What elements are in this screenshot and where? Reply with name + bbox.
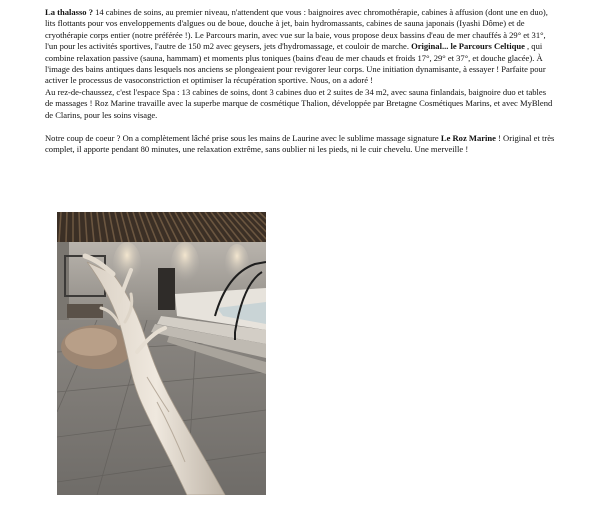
paragraph-coup-de-coeur <box>45 133 555 156</box>
thalasso-text-a: 14 cabines de soins, au premier niveau, n'attendent que vous : baignoires avec chromothérapie, cabines à affusion (dont une en duo), lits flottants pour vos enveloppements d'algues ou de boue, douche à jet, bain hydromassants, cabines de sauna japonais (Iyashi Dôme) et de cryothérapie corps entier (notre préférée !). Le Parcours marin, avec vue sur la baie, vous propose deux bassins d'eau de mer chauffés à 29° et 31°, l'un pour les activités sportives, l'autre de 150 m2 avec geysers, jets d'hydromassage, et couloir de marche. <box>45 7 548 52</box>
paragraph-spa: Au rez-de-chaussez, c'est l'espace Spa : 13 cabines de soins, dont 3 cabines duo et 2 suites de 34 m2, avec sauna finlandais, baignoire duo et tables de massages ! Roz Marine travaille avec la superbe marque de cosmétique Thalion, développée par Bretagne Cosmétiques Marins, et avec MyBlend de Clarins, pour les soins visage. <box>45 86 553 120</box>
spa-pool-photo <box>57 212 266 495</box>
coup-de-coeur-text-a: Notre coup de coeur ? On a complètement lâché prise sous les mains de Laurine avec le sublime massage signature <box>45 133 441 144</box>
coup-de-coeur-text-c: ! Original et très complet, il apporte pendant 80 minutes, une relaxation extrême, sans oublier ni les pieds, ni le cuir chevelu. Une merveille ! <box>45 133 555 155</box>
parcours-celtique-label: Original... le Parcours Celtique <box>411 41 525 52</box>
paragraph-thalasso <box>45 7 555 87</box>
thalasso-text-c: , qui combine relaxation passive (sauna, hammam) et moments plus toniques (bains d'eau de mer chauds et froids 17°, 29° et 37°, et douche glacée). À l'image des bains antiques dans lesquels nos anciens se plongeaient pour revigorer leur corps. Une initiation dynamisante, à essayer ! Parfaite pour activer le processus de vasoconstriction et optimiser la récupération sportive. Nous, on a adoré ! <box>45 41 546 86</box>
roz-marine-label: Le Roz Marine <box>440 133 496 144</box>
article-body <box>45 7 555 156</box>
thalasso-lead: La thalasso ? <box>45 7 93 17</box>
